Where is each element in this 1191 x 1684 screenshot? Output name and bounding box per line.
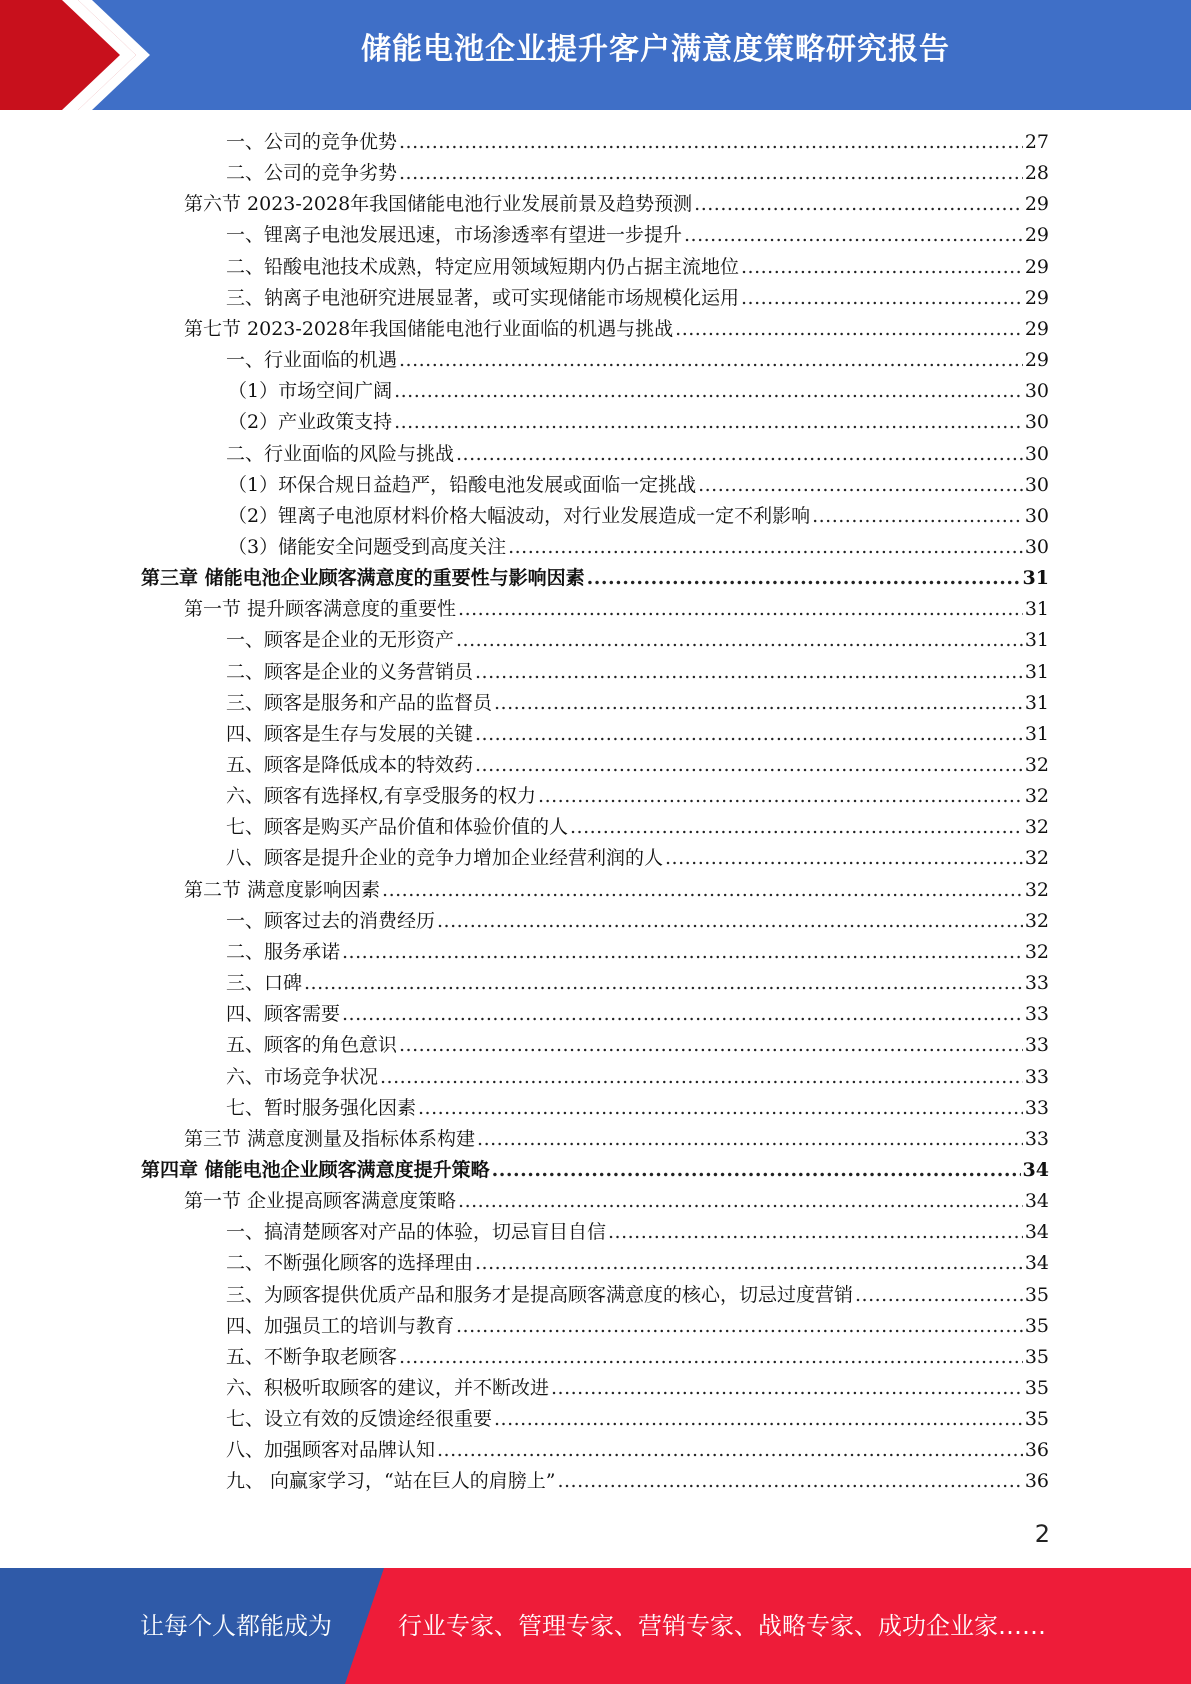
toc-dot-leader [304, 968, 1023, 999]
page-footer [0, 1568, 1191, 1684]
toc-entry-title: 一、行业面临的机遇 [226, 349, 398, 372]
toc-entry-title: （1）市场空间广阔 [228, 380, 393, 403]
toc-item-entry[interactable] [226, 1342, 1049, 1373]
toc-item-entry[interactable] [226, 657, 1049, 688]
toc-entry-title: 第一节 提升顾客满意度的重要性 [184, 598, 457, 621]
toc-page-number: 30 [1024, 473, 1049, 496]
toc-item-entry[interactable] [226, 220, 1049, 251]
toc-item-entry[interactable] [226, 812, 1049, 843]
toc-dot-leader [399, 127, 1023, 158]
toc-dot-leader [494, 688, 1023, 719]
toc-page-number: 32 [1024, 816, 1049, 839]
toc-dot-leader [587, 563, 1021, 594]
toc-entry-title: 六、积极听取顾客的建议，并不断改进 [226, 1377, 550, 1399]
toc-page-number: 33 [1024, 1034, 1049, 1057]
toc-dot-leader [399, 158, 1023, 189]
toc-section-entry[interactable] [184, 189, 1049, 220]
toc-dot-leader [475, 1248, 1023, 1279]
toc-item-entry[interactable] [226, 906, 1049, 937]
toc-entry-title: 三、钠离子电池研究进展显著，或可实现储能市场规模化运用 [226, 286, 740, 309]
toc-entry-title: 二、公司的竞争劣势 [226, 162, 398, 185]
toc-entry-title: 四、顾客是生存与发展的关键 [226, 722, 474, 745]
toc-dot-leader [694, 189, 1023, 220]
toc-entry-title: （1）环保合规日益趋严，铅酸电池发展或面临一定挑战 [228, 473, 697, 496]
toc-dot-leader [675, 314, 1023, 345]
toc-dot-leader [399, 1030, 1023, 1061]
toc-entry-title: 七、设立有效的反馈途经很重要 [226, 1408, 493, 1431]
toc-section-entry[interactable] [184, 875, 1049, 906]
toc-dot-leader [437, 906, 1023, 937]
toc-page-number: 29 [1024, 317, 1049, 340]
toc-dot-leader [698, 470, 1023, 501]
toc-dot-leader [456, 1311, 1023, 1342]
toc-item-entry[interactable] [226, 1311, 1049, 1342]
toc-dot-leader [684, 220, 1023, 251]
toc-item-entry[interactable] [226, 688, 1049, 719]
toc-page-number: 29 [1024, 286, 1049, 309]
toc-page-number: 34 [1024, 1252, 1049, 1275]
toc-dot-leader [456, 625, 1023, 656]
toc-dot-leader [475, 719, 1023, 750]
toc-page-number: 30 [1024, 411, 1049, 434]
toc-page-number: 30 [1024, 504, 1049, 527]
toc-item-entry[interactable] [226, 625, 1049, 656]
toc-entry-title: （3）储能安全问题受到高度关注 [228, 535, 507, 558]
toc-entry-title: 二、铅酸电池技术成熟，特定应用领域短期内仍占据主流地位 [226, 255, 740, 278]
toc-section-entry[interactable] [184, 1124, 1049, 1155]
page-header [0, 0, 1191, 110]
toc-page-number: 34 [1024, 1221, 1049, 1244]
toc-entry-title: 一、公司的竞争优势 [226, 131, 398, 153]
toc-entry-title: 六、市场竞争状况 [226, 1065, 379, 1088]
toc-page-number: 29 [1024, 193, 1049, 216]
toc-dot-leader [812, 501, 1023, 532]
toc-item-entry[interactable] [226, 127, 1049, 158]
toc-page-number: 34 [1022, 1158, 1049, 1181]
toc-page-number: 36 [1024, 1470, 1049, 1493]
toc-page-number: 34 [1024, 1190, 1049, 1213]
toc-page-number: 30 [1024, 380, 1049, 403]
toc-dot-leader [342, 999, 1023, 1030]
toc-page-number: 33 [1024, 1065, 1049, 1088]
toc-page-number: 33 [1024, 1096, 1049, 1119]
toc-item-entry[interactable] [226, 252, 1049, 283]
toc-item-entry[interactable] [226, 1373, 1049, 1404]
toc-entry-title: 八、顾客是提升企业的竞争力增加企业经营利润的人 [226, 847, 664, 870]
toc-entry-title: （2）产业政策支持 [228, 411, 393, 434]
toc-dot-leader [538, 781, 1023, 812]
toc-page-number: 30 [1024, 535, 1049, 558]
toc-chapter-entry[interactable] [141, 1155, 1049, 1186]
report-title: 储能电池企业提升客户满意度策略研究报告 [361, 32, 950, 67]
toc-page-number: 35 [1024, 1408, 1049, 1431]
toc-item-entry[interactable] [226, 750, 1049, 781]
toc-page-number: 35 [1024, 1314, 1049, 1337]
toc-entry-title: 第七节 2023-2028年我国储能电池行业面临的机遇与挑战 [184, 317, 674, 340]
toc-entry-title: （2）锂离子电池原材料价格大幅波动，对行业发展造成一定不利影响 [228, 504, 811, 527]
toc-page-number: 30 [1024, 442, 1049, 465]
toc-dot-leader [665, 843, 1023, 874]
toc-entry-title: 三、为顾客提供优质产品和服务才是提高顾客满意度的核心，切忌过度营销 [226, 1283, 854, 1306]
toc-dot-leader [508, 532, 1023, 563]
toc-item-entry[interactable] [226, 1093, 1049, 1124]
page-number: 2 [1034, 1520, 1050, 1548]
toc-entry-title: 三、口碑 [226, 972, 303, 995]
toc-entry-title: 九、 向赢家学习，“站在巨人的肩膀上” [226, 1470, 556, 1493]
toc-chapter-entry[interactable] [141, 563, 1049, 594]
toc-page-number: 31 [1024, 598, 1049, 621]
toc-dot-leader [382, 875, 1023, 906]
toc-item-entry[interactable] [226, 345, 1049, 376]
toc-item-entry[interactable] [228, 407, 1049, 438]
toc-item-entry[interactable] [226, 843, 1049, 874]
toc-item-entry[interactable] [226, 937, 1049, 968]
toc-dot-leader [557, 1466, 1022, 1497]
toc-entry-title: 第三章 储能电池企业顾客满意度的重要性与影响因素 [141, 567, 585, 590]
toc-item-entry[interactable] [226, 1248, 1049, 1279]
toc-page-number: 32 [1024, 847, 1049, 870]
toc-dot-leader [477, 1124, 1023, 1155]
toc-item-entry[interactable] [228, 376, 1049, 407]
toc-entry-title: 五、顾客的角色意识 [226, 1034, 398, 1057]
toc-entry-title: 二、服务承诺 [226, 940, 341, 963]
toc-entry-title: 二、顾客是企业的义务营销员 [226, 660, 474, 683]
toc-entry-title: 一、顾客是企业的无形资产 [226, 629, 455, 652]
toc-page-number: 32 [1024, 785, 1049, 808]
toc-page-number: 32 [1024, 909, 1049, 932]
toc-page-number: 36 [1024, 1439, 1049, 1462]
toc-page-number: 33 [1024, 972, 1049, 995]
toc-dot-leader [551, 1373, 1023, 1404]
toc-entry-title: 一、顾客过去的消费经历 [226, 909, 436, 932]
toc-entry-title: 八、加强顾客对品牌认知 [226, 1439, 436, 1462]
toc-page-number: 32 [1024, 940, 1049, 963]
toc-item-entry[interactable] [228, 501, 1049, 532]
toc-item-entry[interactable] [226, 781, 1049, 812]
toc-entry-title: 第四章 储能电池企业顾客满意度提升策略 [141, 1158, 490, 1181]
toc-entry-title: 六、顾客有选择权,有享受服务的权力 [226, 785, 537, 808]
toc-page-number: 35 [1024, 1377, 1049, 1399]
toc-page-number: 32 [1024, 754, 1049, 776]
toc-page-number: 27 [1024, 131, 1049, 153]
toc-entry-title: 五、不断争取老顾客 [226, 1345, 398, 1368]
toc-entry-title: 七、暂时服务强化因素 [226, 1096, 417, 1119]
toc-dot-leader [492, 1155, 1021, 1186]
toc-entry-title: 三、顾客是服务和产品的监督员 [226, 691, 493, 714]
toc-dot-leader [458, 594, 1023, 625]
toc-dot-leader [394, 376, 1023, 407]
toc-item-entry[interactable] [226, 999, 1049, 1030]
toc-item-entry[interactable] [226, 1062, 1049, 1093]
toc-entry-title: 一、搞清楚顾客对产品的体验，切忌盲目自信 [226, 1221, 607, 1244]
toc-dot-leader [855, 1280, 1023, 1311]
toc-dot-leader [456, 439, 1023, 470]
toc-item-entry[interactable] [226, 1404, 1049, 1435]
toc-entry-title: 二、行业面临的风险与挑战 [226, 442, 455, 465]
toc-page-number: 32 [1024, 878, 1049, 901]
toc-item-entry[interactable] [226, 283, 1049, 314]
toc-dot-leader [608, 1217, 1023, 1248]
toc-dot-leader [418, 1093, 1023, 1124]
toc-dot-leader [458, 1186, 1023, 1217]
toc-item-entry[interactable] [226, 439, 1049, 470]
toc-item-entry[interactable] [226, 1030, 1049, 1061]
toc-section-entry[interactable] [184, 314, 1049, 345]
toc-dot-leader [741, 252, 1023, 283]
toc-item-entry[interactable] [228, 532, 1049, 563]
toc-entry-title: 第三节 满意度测量及指标体系构建 [184, 1127, 476, 1150]
toc-entry-title: 第一节 企业提高顾客满意度策略 [184, 1190, 457, 1213]
toc-entry-title: 第六节 2023-2028年我国储能电池行业发展前景及趋势预测 [184, 193, 693, 216]
toc-dot-leader [475, 750, 1023, 781]
toc-dot-leader [570, 812, 1023, 843]
toc-entry-title: 二、不断强化顾客的选择理由 [226, 1252, 474, 1275]
toc-item-entry[interactable] [226, 968, 1049, 999]
toc-page-number: 28 [1024, 162, 1049, 185]
toc-entry-title: 四、加强员工的培训与教育 [226, 1314, 455, 1337]
toc-entry-title: 四、顾客需要 [226, 1003, 341, 1026]
toc-entry-title: 第二节 满意度影响因素 [184, 878, 381, 901]
toc-dot-leader [475, 657, 1023, 688]
toc-item-entry[interactable] [226, 1217, 1049, 1248]
toc-page-number: 29 [1024, 349, 1049, 372]
toc-section-entry[interactable] [184, 1186, 1049, 1217]
toc-page-number: 31 [1022, 567, 1049, 590]
toc-entry-title: 七、顾客是购买产品价值和体验价值的人 [226, 816, 569, 839]
toc-item-entry[interactable] [226, 1435, 1049, 1466]
toc-dot-leader [399, 345, 1023, 376]
toc-item-entry[interactable] [226, 719, 1049, 750]
toc-item-entry[interactable] [226, 1466, 1049, 1497]
toc-page-number: 33 [1024, 1003, 1049, 1026]
toc-item-entry[interactable] [226, 1280, 1049, 1311]
toc-page-number: 31 [1024, 629, 1049, 652]
footer-slogan-right: 行业专家、管理专家、营销专家、战略专家、成功企业家…… [398, 1612, 1046, 1640]
toc-dot-leader [342, 937, 1023, 968]
toc-page-number: 31 [1024, 722, 1049, 745]
toc-dot-leader [399, 1342, 1023, 1373]
toc-dot-leader [741, 283, 1023, 314]
toc-page-number: 31 [1024, 660, 1049, 683]
footer-slogan-left: 让每个人都能成为 [140, 1612, 332, 1640]
toc-page-number: 33 [1024, 1127, 1049, 1150]
toc-page-number: 29 [1024, 224, 1049, 247]
toc-dot-leader [394, 407, 1023, 438]
toc-dot-leader [494, 1404, 1023, 1435]
toc-entry-title: 一、锂离子电池发展迅速，市场渗透率有望进一步提升 [226, 224, 683, 247]
toc-page-number: 31 [1024, 691, 1049, 714]
toc-page-number: 29 [1024, 255, 1049, 278]
toc-dot-leader [380, 1062, 1023, 1093]
toc-item-entry[interactable] [228, 470, 1049, 501]
toc-dot-leader [437, 1435, 1023, 1466]
toc-page-number: 35 [1024, 1283, 1049, 1306]
toc-item-entry[interactable] [226, 158, 1049, 189]
toc-section-entry[interactable] [184, 594, 1049, 625]
toc-page-number: 35 [1024, 1345, 1049, 1368]
toc-entry-title: 五、顾客是降低成本的特效药 [226, 754, 474, 776]
